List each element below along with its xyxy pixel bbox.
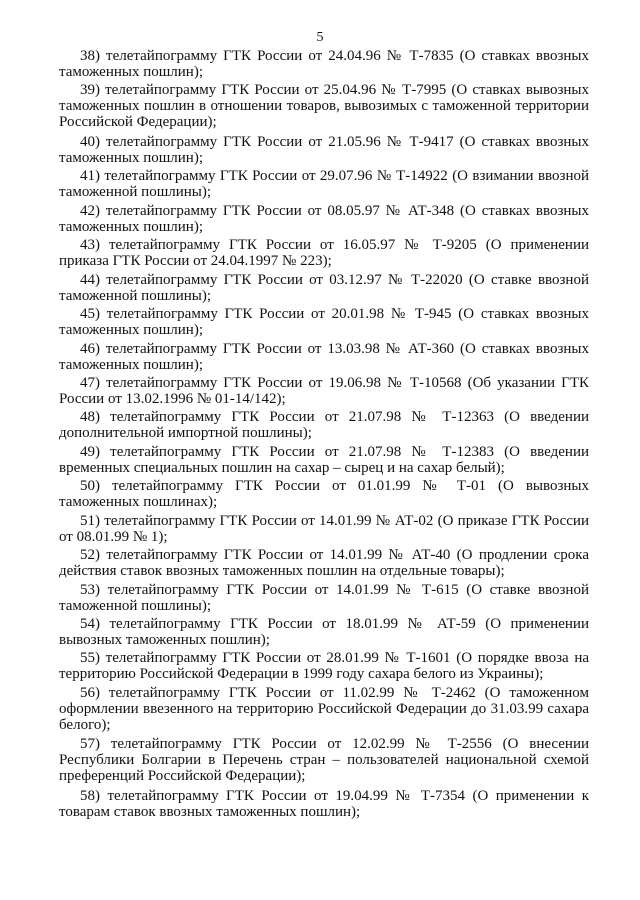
list-item-53: 53) телетайпограмму ГТК России от 14.01.99 № Т-615 (О ставке ввозной таможенной пошлины); [59,581,589,613]
list-item-38: 38) телетайпограмму ГТК России от 24.04.96 № Т-7835 (О ставках ввозных таможенных пошлин); [59,48,589,79]
list-item-58: 58) телетайпограмму ГТК России от 19.04.99 № Т-7354 (О применении к товарам ставок ввозных таможенных пошлин); [59,787,589,819]
list-item-40: 40) телетайпограмму ГТК России от 21.05.96 № Т-9417 (О ставках ввозных таможенных пошлин); [59,133,589,165]
list-item-55: 55) телетайпограмму ГТК России от 28.01.99 № Т-1601 (О порядке ввоза на территорию Российской Федерации в 1999 году сахара белого из Украины); [59,650,589,682]
list-item-41: 41) телетайпограмму ГТК России от 29.07.96 № Т-14922 (О взимании ввозной таможенной пошлины); [59,168,589,200]
list-item-47: 47) телетайпограмму ГТК России от 19.06.98 № Т-10568 (Об указании ГТК России от 13.02.1996 № 01-14/142); [59,374,589,406]
list-item-54: 54) телетайпограмму ГТК России от 18.01.99 № АТ-59 (О применении вывозных таможенных пошлин); [59,616,589,647]
list-item-44: 44) телетайпограмму ГТК России от 03.12.97 № Т-22020 (О ставке ввозной таможенной пошлины); [59,271,589,303]
list-item-50: 50) телетайпограмму ГТК России от 01.01.99 № Т-01 (О вывозных таможенных пошлинах); [59,478,589,510]
list-item-49: 49) телетайпограмму ГТК России от 21.07.98 № Т-12383 (О введении временных специальных пошлин на сахар – сырец и на сахар белый); [59,443,589,475]
list-item-39: 39) телетайпограмму ГТК России от 25.04.96 № Т-7995 (О ставках вывозных таможенных пошлин в отношении товаров, вывозимых с таможенной территории Российской Федерации); [59,82,589,131]
list-item-57: 57) телетайпограмму ГТК России от 12.02.99 № Т-2556 (О внесении Республики Болгарии в Перечень стран – пользователей национальной схемой преференций Российской Федерации); [59,736,589,785]
list-item-51: 51) телетайпограмму ГТК России от 14.01.99 № АТ-02 (О приказе ГТК России от 08.01.99 № 1); [59,512,589,544]
list-item-43: 43) телетайпограмму ГТК России от 16.05.97 № Т-9205 (О применении приказа ГТК России от 24.04.1997 № 223); [59,237,589,269]
list-item-48: 48) телетайпограмму ГТК России от 21.07.98 № Т-12363 (О введении дополнительной импортной пошлины); [59,409,589,441]
list-item-45: 45) телетайпограмму ГТК России от 20.01.98 № Т-945 (О ставках ввозных таможенных пошлин); [59,306,589,338]
list-item-46: 46) телетайпограмму ГТК России от 13.03.98 № АТ-360 (О ставках ввозных таможенных пошлин); [59,340,589,372]
list-item-52: 52) телетайпограмму ГТК России от 14.01.99 № АТ-40 (О продлении срока действия ставок ввозных таможенных пошлин на отдельные товары); [59,547,589,579]
list-item-42: 42) телетайпограмму ГТК России от 08.05.97 № АТ-348 (О ставках ввозных таможенных пошлин); [59,202,589,234]
document-list [59,48,589,822]
list-item-56: 56) телетайпограмму ГТК России от 11.02.99 № Т-2462 (О таможенном оформлении ввезенного на территорию Российской Федерации до 31.03.99 сахара белого); [59,684,589,733]
page-number: 5 [316,30,324,45]
